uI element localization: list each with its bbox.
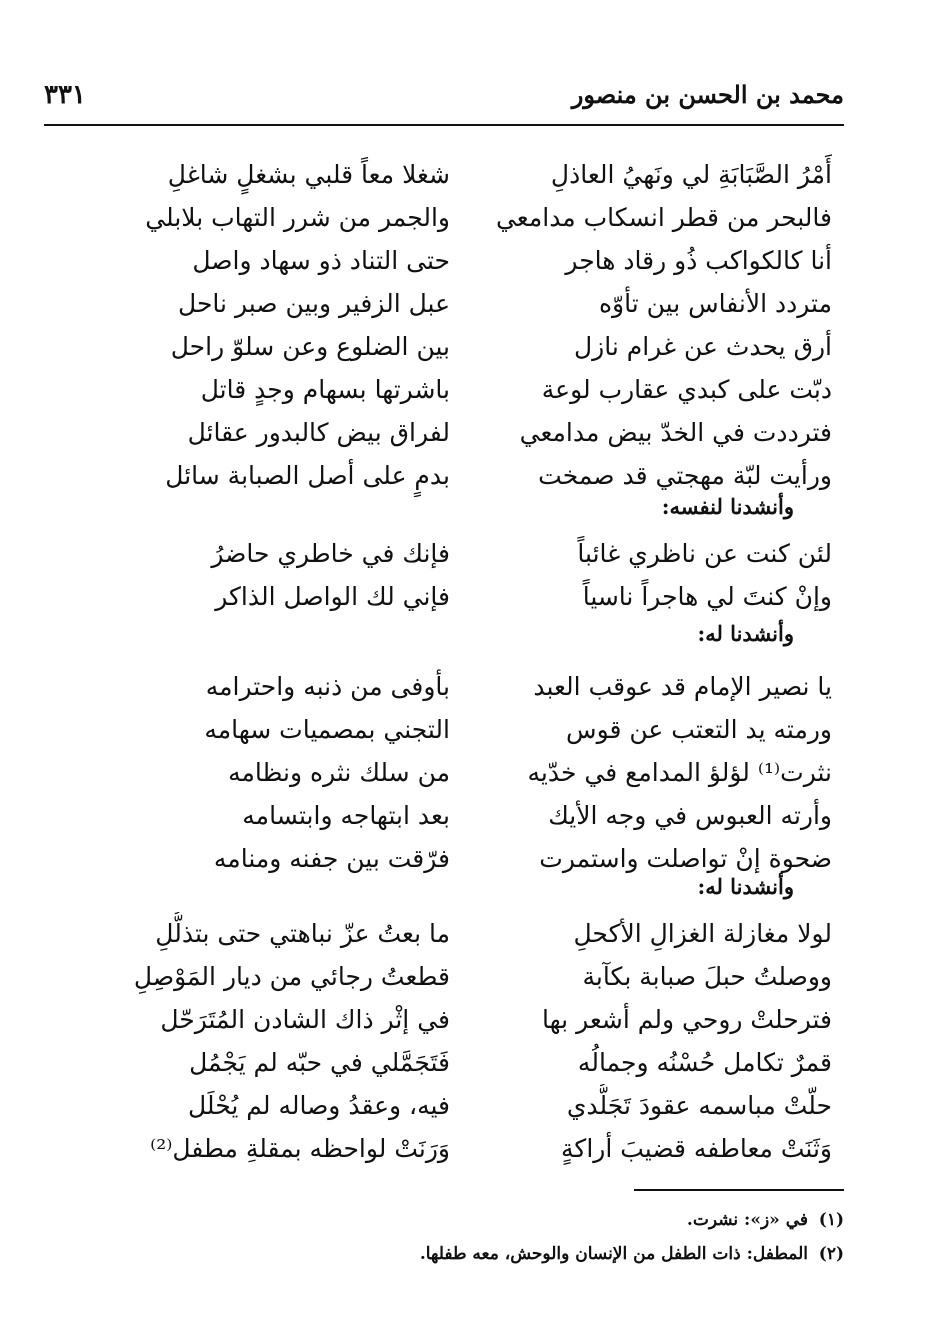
intro-line: وأنشدنا له: [697,621,794,646]
hemistich-second: والجمر من شرر التهاب بلابلي [145,203,450,232]
page-header [44,80,844,120]
verse [80,282,832,325]
verse [80,325,832,368]
hemistich-first: حلّتْ مباسمه عقودَ تَجَلُّدي [566,1091,832,1120]
hemistich-second: فإنك في خاطري حاضرُ [211,539,450,568]
hemistich-first: دبّت على كبدي عقارب لوعة [541,375,832,404]
intro-line: وأنشدنا له: [697,874,794,899]
hemistich-first: ضحوة إنْ تواصلت واستمرت [539,844,832,873]
hemistich-first: لئن كنت عن ناظري غائباً [577,539,832,568]
hemistich-first: لولا مغازلة الغزالِ الأكحلِ [573,919,832,948]
verse [80,196,832,239]
hemistich-second: في إثْر ذاك الشادن المُتَرَحّل [160,1005,450,1034]
header-rule [44,124,844,126]
verse [80,794,832,837]
hemistich-second: بدمٍ على أصل الصبابة سائل [165,461,450,490]
page-number: ٣٣١ [44,80,86,110]
hemistich-first: ووصلتُ حبلَ صبابة بكآبة [582,962,832,991]
poem-3 [80,665,832,880]
hemistich-second: فرّقت بين جفنه ومنامه [213,844,450,873]
verse [80,153,832,196]
hemistich-second: عبل الزفير وبين صبر ناحل [178,289,450,318]
hemistich-second: لفراق بيض كالبدور عقائل [187,418,450,447]
verse [80,912,832,955]
hemistich-second: باشرتها بسهام وجدٍ قاتل [200,375,450,404]
hemistich-second: فَتَجَمَّلي في حبّه لم يَجْمُل [189,1048,450,1077]
footnote-number: (١) [818,1210,844,1230]
hemistich-first: فترحلتْ روحي ولم أشعر بها [542,1005,832,1034]
footnote [60,1203,844,1237]
verse [80,1127,832,1170]
verse [80,575,832,618]
hemistich-second: بين الضلوع وعن سلوّ راحل [170,332,450,361]
verse [80,998,832,1041]
verse [80,454,832,497]
hemistich-first: يا نصير الإمام قد عوقب العبد [533,672,832,701]
footnote [60,1237,844,1271]
intro-line: وأنشدنا لنفسه: [661,494,794,519]
hemistich-first: نثرت⁽¹⁾ لؤلؤ المدامع في خدّيه [527,758,832,787]
hemistich-first: أرق يحدث عن غرام نازل [573,332,832,361]
hemistich-first: وَثَنَتْ معاطفه قضيبَ أراكةٍ [561,1134,832,1163]
hemistich-first: وأرته العبوس في وجه الأيك [548,801,832,830]
hemistich-second: حتى التناد ذو سهاد واصل [192,246,450,275]
verse [80,532,832,575]
verse [80,1041,832,1084]
hemistich-second: بعد ابتهاجه وابتسامه [242,801,450,830]
hemistich-second: التجني بمصميات سهامه [204,715,450,744]
verse [80,751,832,794]
hemistich-second: فإني لك الواصل الذاكر [215,582,450,611]
hemistich-second: شغلا معاً قلبي بشغلٍ شاغلِ [167,160,450,189]
verse [80,368,832,411]
verse [80,411,832,454]
hemistich-first: أنا كالكواكب ذُو رقاد هاجر [565,246,832,275]
footnote-number: (٢) [818,1244,844,1264]
verse [80,239,832,282]
footnote-text: المطفل: ذات الطفل من الإنسان والوحش، معه طفلها. [419,1244,808,1264]
hemistich-second: بأوفى من ذنبه واحترامه [205,672,450,701]
hemistich-second: وَرَنَتْ لواحظه بمقلةِ مطفل⁽²⁾ [150,1134,450,1163]
running-title: محمد بن الحسن بن منصور [571,80,844,109]
verse [80,1084,832,1127]
hemistich-first: ورمته يد التعتب عن قوس [566,715,832,744]
footnote-text: في «ز»: نشرت. [686,1210,808,1230]
verse [80,955,832,998]
footnotes [60,1203,844,1271]
verse [80,665,832,708]
hemistich-second: فيه، وعقدُ وصاله لم يُحْلَل [187,1091,450,1120]
poem-4 [80,912,832,1170]
poem-1 [80,153,832,497]
verse [80,708,832,751]
hemistich-second: قطعتُ رجائي من ديار المَوْصِلِ [133,962,450,991]
hemistich-first: فالبحر من قطر انسكاب مدامعي [495,203,832,232]
hemistich-first: فترددت في الخدّ بيض مدامعي [519,418,832,447]
hemistich-second: من سلك نثره ونظامه [228,758,450,787]
poem-2 [80,532,832,618]
hemistich-first: وإنْ كنتَ لي هاجراً ناسياً [582,582,832,611]
hemistich-second: ما بعتُ عزّ نباهتي حتى بتذلُّلِ [155,919,450,948]
hemistich-first: أَمْرُ الصَّبَابَةِ لي ونَهيُ العاذلِ [550,160,832,189]
hemistich-first: متردد الأنفاس بين تأوّه [598,289,832,318]
hemistich-first: ورأيت لبّة مهجتي قد صمخت [538,461,832,490]
hemistich-first: قمرٌ تكامل حُسْنُه وجمالُه [577,1048,832,1077]
footnote-rule [634,1189,844,1191]
